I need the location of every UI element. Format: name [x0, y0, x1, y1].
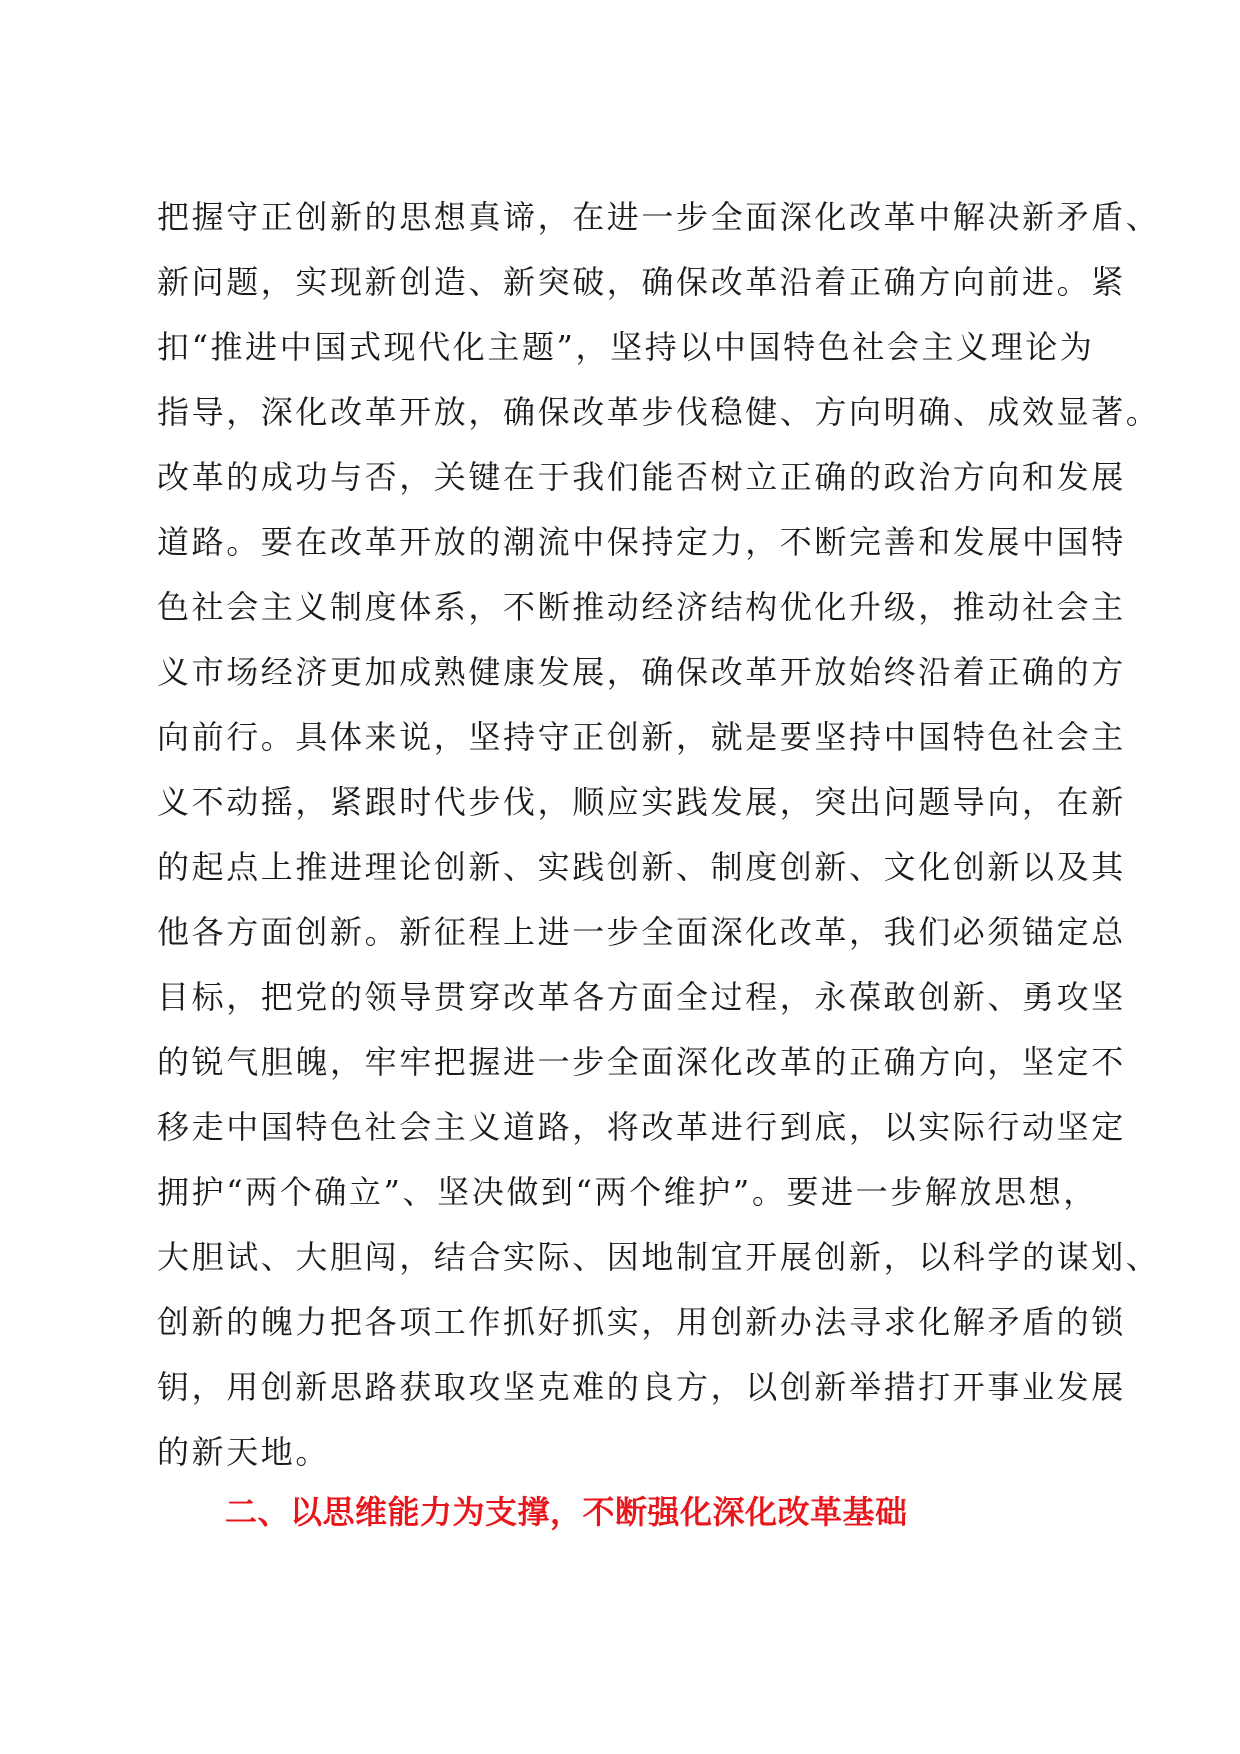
paragraph-line: 钥，用创新思路获取攻坚克难的良方，以创新举措打开事业发展: [157, 1368, 1126, 1406]
paragraph-line: 把握守正创新的思想真谛，在进一步全面深化改革中解决新矛盾、: [157, 198, 1161, 236]
paragraph-line: 创新的魄力把各项工作抓好抓实，用创新办法寻求化解矛盾的锁: [157, 1303, 1126, 1341]
paragraph-line: 移走中国特色社会主义道路，将改革进行到底，以实际行动坚定: [157, 1108, 1126, 1146]
paragraph-line: 义不动摇，紧跟时代步伐，顺应实践发展，突出问题导向，在新: [157, 783, 1126, 821]
section-heading: 二、以思维能力为支撑，不断强化深化改革基础: [225, 1493, 908, 1531]
paragraph-line: 色社会主义制度体系，不断推动经济结构优化升级，推动社会主: [157, 588, 1126, 626]
paragraph-line: 的起点上推进理论创新、实践创新、制度创新、文化创新以及其: [157, 848, 1126, 886]
paragraph-line: 向前行。具体来说，坚持守正创新，就是要坚持中国特色社会主: [157, 718, 1126, 756]
paragraph-line: 新问题，实现新创造、新突破，确保改革沿着正确方向前进。紧: [157, 263, 1126, 301]
paragraph-line: 指导，深化改革开放，确保改革步伐稳健、方向明确、成效显著。: [157, 393, 1161, 431]
paragraph-line: 的锐气胆魄，牢牢把握进一步全面深化改革的正确方向，坚定不: [157, 1043, 1126, 1081]
paragraph-line: 目标，把党的领导贯穿改革各方面全过程，永葆敢创新、勇攻坚: [157, 978, 1126, 1016]
paragraph-line: 的新天地。: [157, 1433, 331, 1471]
paragraph-line: 道路。要在改革开放的潮流中保持定力，不断完善和发展中国特: [157, 523, 1126, 561]
paragraph-line: 改革的成功与否，关键在于我们能否树立正确的政治方向和发展: [157, 458, 1126, 496]
paragraph-line: 拥护“两个确立”、坚决做到“两个维护”。要进一步解放思想，: [157, 1173, 1098, 1211]
paragraph-line: 义市场经济更加成熟健康发展，确保改革开放始终沿着正确的方: [157, 653, 1126, 691]
paragraph-line: 大胆试、大胆闯，结合实际、因地制宜开展创新，以科学的谋划、: [157, 1238, 1161, 1276]
paragraph-line: 扣“推进中国式现代化主题”，坚持以中国特色社会主义理论为: [157, 328, 1095, 366]
body-paragraph: [157, 185, 1161, 1485]
paragraph-line: 他各方面创新。新征程上进一步全面深化改革，我们必须锚定总: [157, 913, 1126, 951]
